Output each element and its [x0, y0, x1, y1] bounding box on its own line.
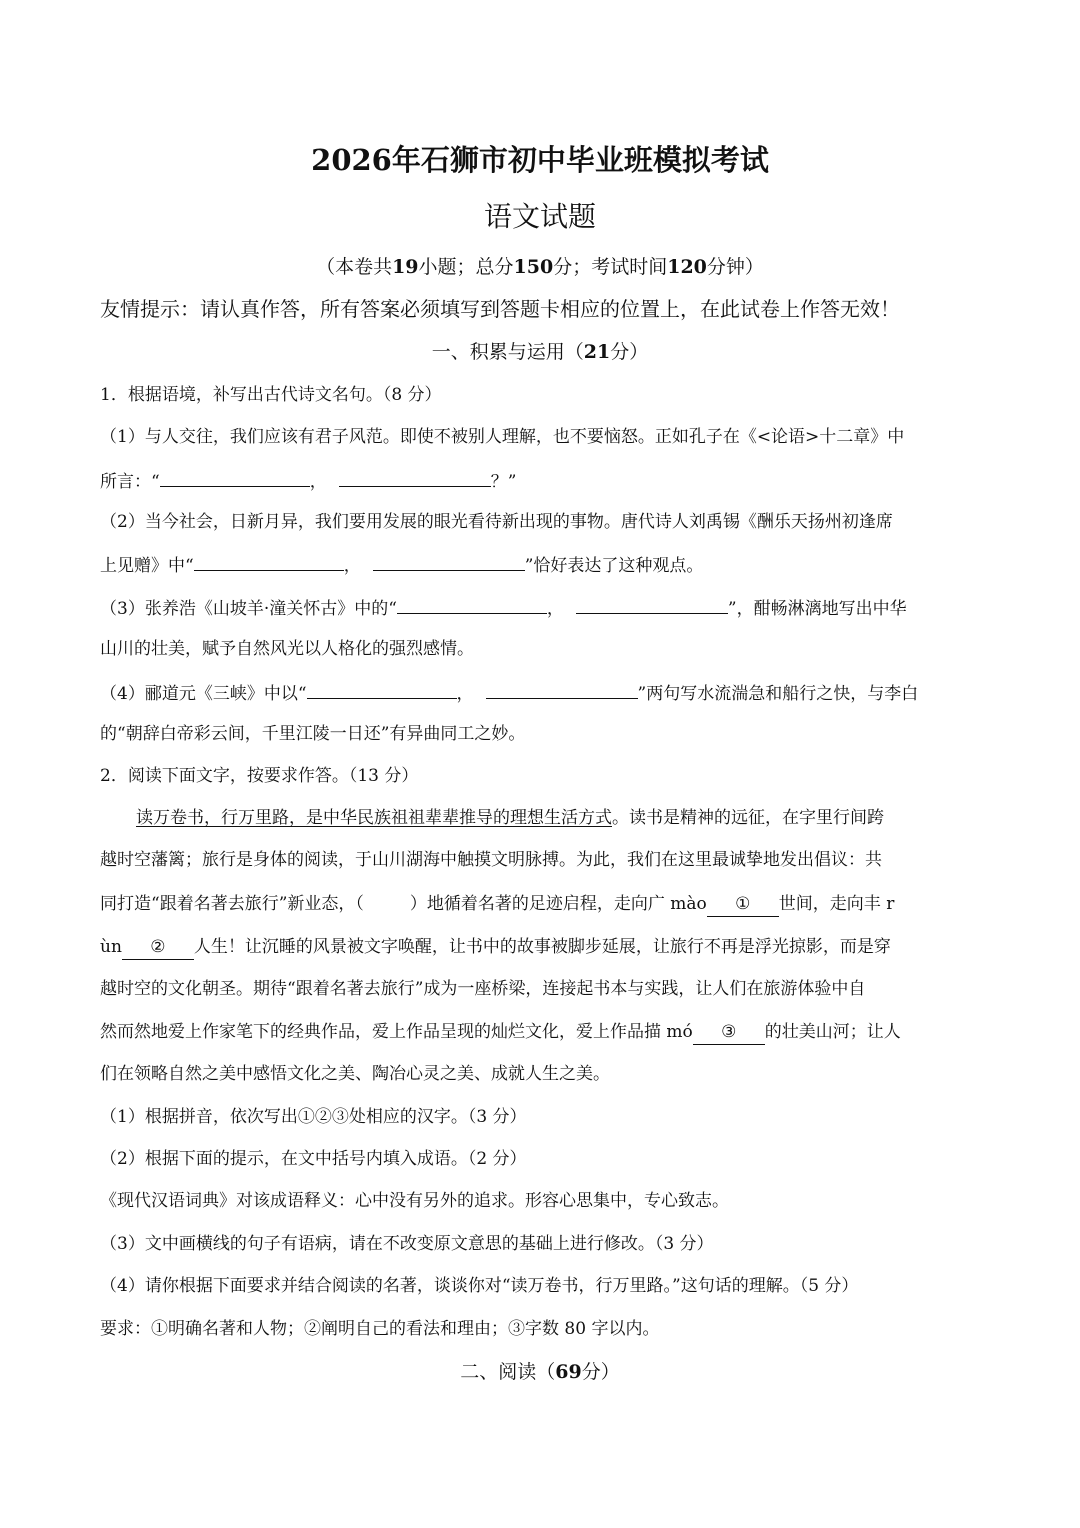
q1-stem: 1．根据语境，补写出古代诗文名句。（8 分） — [100, 385, 442, 405]
q2-passage-line7: 们在领略自然之美中感悟文化之美、陶冶心灵之美、成就人生之美。 — [100, 1064, 610, 1084]
exam-title: 2026年石狮市初中毕业班模拟考试 — [311, 143, 769, 177]
answer-blank — [576, 595, 728, 614]
answer-blank — [307, 680, 457, 699]
q1-p2-line1: （2）当今社会，日新月异，我们要用发展的眼光看待新出现的事物。唐代诗人刘禹锡《酬乐天扬州初逢席 — [100, 512, 893, 532]
q1-p3-line1: （3）张养浩《山坡羊·潼关怀古》中的“ ， ”，酣畅淋漓地写出中华 — [100, 595, 907, 621]
exam-subject: 语文试题 — [483, 200, 596, 233]
answer-blank — [339, 468, 491, 487]
q2-sub3: （3）文中画横线的句子有语病，请在不改变原文意思的基础上进行修改。（3 分） — [100, 1234, 714, 1254]
q1-p2-line2: 上见赠》中“ ， ”恰好表达了这种观点。 — [100, 552, 703, 578]
q2-sub2-hint: 《现代汉语词典》对该成语释义：心中没有另外的追求。形容心思集中，专心致志。 — [100, 1191, 729, 1211]
answer-blank — [486, 680, 638, 699]
blank-2: ② — [122, 935, 194, 960]
answer-blank — [373, 552, 525, 571]
q1-p3-line2: 山川的壮美，赋予自然风光以人格化的强烈感情。 — [100, 639, 474, 659]
blank-3: ③ — [693, 1020, 765, 1045]
faulty-sentence: 读万卷书，行万里路，是中华民族祖祖辈辈推导的理想生活方式 — [136, 808, 612, 828]
q2-passage-line5: 越时空的文化朝圣。期待“跟着名著去旅行”成为一座桥梁，连接起书本与实践，让人们在旅游体验中自 — [100, 979, 866, 999]
blank-1: ① — [707, 892, 779, 917]
q1-p4-line2: 的“朝辞白帝彩云间，千里江陵一日还”有异曲同工之妙。 — [100, 724, 526, 744]
q1-p4-line1: （4）郦道元《三峡》中以“ ， ”两句写水流湍急和船行之快，与李白 — [100, 680, 918, 706]
answer-blank — [194, 552, 344, 571]
q1-p1-line1: （1）与人交往，我们应该有君子风范。即使不被别人理解，也不要恼怒。正如孔子在《<论语>十二章》中 — [100, 427, 905, 447]
friendly-tip: 友情提示：请认真作答，所有答案必须填写到答题卡相应的位置上，在此试卷上作答无效！ — [100, 297, 900, 321]
section-2-heading: 二、阅读（69分） — [460, 1361, 620, 1383]
q1-p1-line2: 所言：“ ， ？” — [100, 468, 516, 494]
q2-passage-line4: ùn ② 人生！让沉睡的风景被文字唤醒，让书中的故事被脚步延展，让旅行不再是浮光掠影，而是穿 — [100, 935, 891, 960]
q2-passage-line3: 同打造“跟着名著去旅行”新业态，（ ）地循着名著的足迹启程，走向广 mào ① 世间，走向丰 r — [100, 892, 894, 917]
q2-passage-line6: 然而然地爱上作家笔下的经典作品，爱上作品呈现的灿烂文化，爱上作品描 mó ③ 的壮美山河；让人 — [100, 1020, 901, 1045]
q2-sub1: （1）根据拼音，依次写出①②③处相应的汉字。（3 分） — [100, 1107, 527, 1127]
q2-sub4-requirements: 要求：①明确名著和人物；②阐明自己的看法和理由；③字数 80 字以内。 — [100, 1319, 660, 1339]
exam-note: （本卷共19小题；总分150分；考试时间120分钟） — [316, 256, 764, 278]
q2-stem: 2．阅读下面文字，按要求作答。（13 分） — [100, 766, 419, 786]
q2-sub2: （2）根据下面的提示，在文中括号内填入成语。（2 分） — [100, 1149, 527, 1169]
q2-sub4: （4）请你根据下面要求并结合阅读的名著，谈谈你对“读万卷书，行万里路。”这句话的理解。（5 分） — [100, 1276, 859, 1296]
q2-passage-line2: 越时空藩篱；旅行是身体的阅读，于山川湖海中触摸文明脉搏。为此，我们在这里最诚挚地发出倡议：共 — [100, 850, 882, 870]
answer-blank — [397, 595, 547, 614]
answer-blank — [160, 468, 310, 487]
section-1-heading: 一、积累与运用（21分） — [431, 341, 649, 363]
q2-passage-line1: 读万卷书，行万里路，是中华民族祖祖辈辈推导的理想生活方式。读书是精神的远征，在字里行间跨 — [136, 808, 884, 828]
